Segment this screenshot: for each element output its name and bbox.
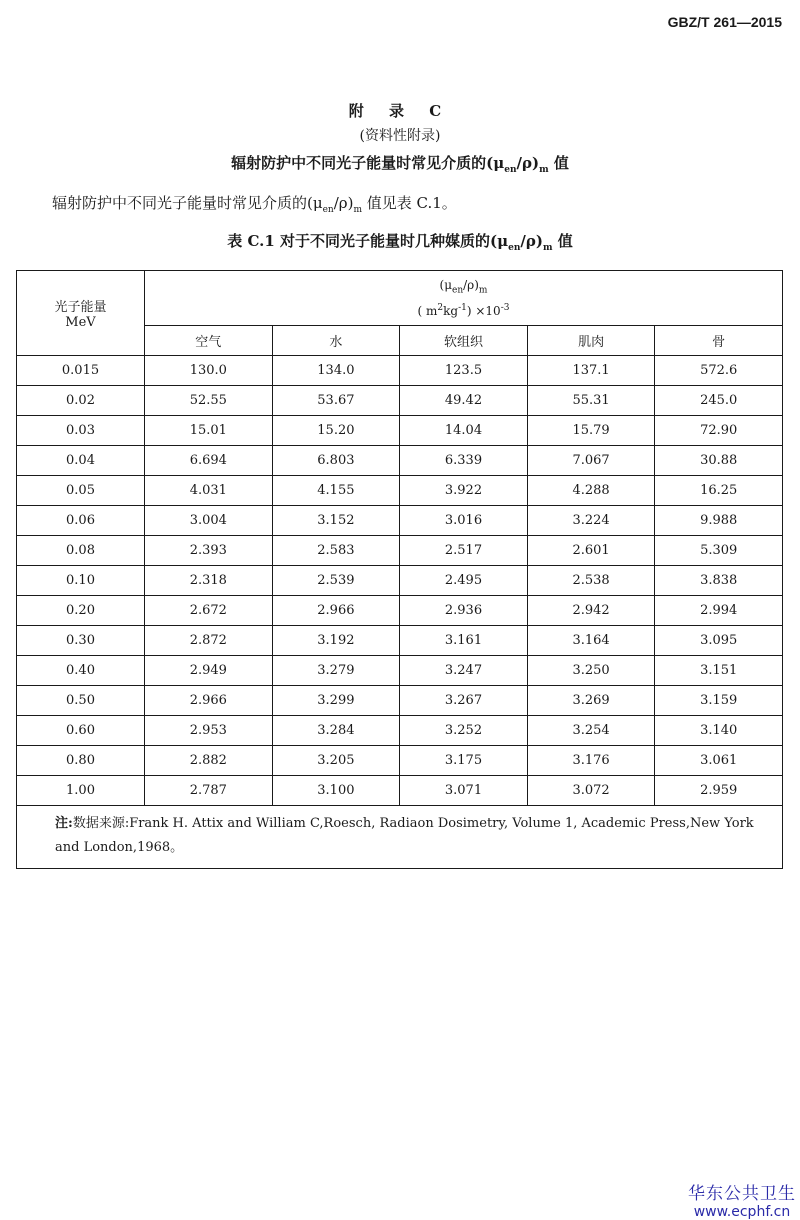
value-cell: 2.318 <box>145 566 273 596</box>
value-cell: 15.79 <box>527 416 655 446</box>
value-cell: 2.872 <box>145 626 273 656</box>
energy-cell: 0.015 <box>17 356 145 386</box>
value-cell: 3.299 <box>272 686 400 716</box>
value-cell: 2.942 <box>527 596 655 626</box>
table-row <box>17 386 783 416</box>
photon-energy-header: 光子能量 MeV <box>17 271 145 356</box>
table-row <box>17 446 783 476</box>
energy-cell: 0.08 <box>17 536 145 566</box>
value-cell: 2.936 <box>400 596 528 626</box>
value-cell: 4.155 <box>272 476 400 506</box>
value-cell: 3.254 <box>527 716 655 746</box>
table-row <box>17 476 783 506</box>
value-cell: 3.004 <box>145 506 273 536</box>
value-cell: 15.01 <box>145 416 273 446</box>
value-cell: 2.787 <box>145 776 273 806</box>
energy-cell: 0.60 <box>17 716 145 746</box>
value-cell: 9.988 <box>655 506 783 536</box>
value-cell: 3.838 <box>655 566 783 596</box>
value-cell: 2.994 <box>655 596 783 626</box>
column-header-bone: 骨 <box>655 326 783 356</box>
value-cell: 2.495 <box>400 566 528 596</box>
table-row <box>17 356 783 386</box>
column-header-water: 水 <box>272 326 400 356</box>
table-row <box>17 716 783 746</box>
value-cell: 3.284 <box>272 716 400 746</box>
value-cell: 3.016 <box>400 506 528 536</box>
value-cell: 137.1 <box>527 356 655 386</box>
value-cell: 3.269 <box>527 686 655 716</box>
value-cell: 3.176 <box>527 746 655 776</box>
coefficient-unit-header: $(\mu_{en}/\rho)_m$ ( $m^2kg^{-1}) \times 10^{-3}$ <box>145 271 783 326</box>
value-cell: 245.0 <box>655 386 783 416</box>
value-cell: 3.192 <box>272 626 400 656</box>
value-cell: 134.0 <box>272 356 400 386</box>
table-caption: 表 C.1 对于不同光子能量时几种媒质的$(\mu_{en}/\rho)_m$ 值 <box>227 232 573 253</box>
value-cell: 3.161 <box>400 626 528 656</box>
value-cell: 52.55 <box>145 386 273 416</box>
value-cell: 3.250 <box>527 656 655 686</box>
value-cell: 3.175 <box>400 746 528 776</box>
intro-paragraph: 辐射防护中不同光子能量时常见介质的$(\mu_{en}/\rho)_m$ 值见表 C.1。 <box>52 194 457 215</box>
energy-cell: 1.00 <box>17 776 145 806</box>
table-row <box>17 746 783 776</box>
value-cell: 2.672 <box>145 596 273 626</box>
table-row <box>17 776 783 806</box>
value-cell: 2.953 <box>145 716 273 746</box>
energy-cell: 0.05 <box>17 476 145 506</box>
value-cell: 3.100 <box>272 776 400 806</box>
value-cell: 3.072 <box>527 776 655 806</box>
value-cell: 2.966 <box>145 686 273 716</box>
value-cell: 3.267 <box>400 686 528 716</box>
value-cell: 2.517 <box>400 536 528 566</box>
value-cell: 2.539 <box>272 566 400 596</box>
value-cell: 6.803 <box>272 446 400 476</box>
table-row <box>17 506 783 536</box>
value-cell: 2.949 <box>145 656 273 686</box>
column-header-muscle: 肌肉 <box>527 326 655 356</box>
value-cell: 2.538 <box>527 566 655 596</box>
value-cell: 2.393 <box>145 536 273 566</box>
value-cell: 3.224 <box>527 506 655 536</box>
value-cell: 4.288 <box>527 476 655 506</box>
value-cell: 3.205 <box>272 746 400 776</box>
value-cell: 3.061 <box>655 746 783 776</box>
energy-cell: 0.40 <box>17 656 145 686</box>
table-row <box>17 656 783 686</box>
value-cell: 572.6 <box>655 356 783 386</box>
table-row <box>17 416 783 446</box>
value-cell: 6.339 <box>400 446 528 476</box>
value-cell: 3.247 <box>400 656 528 686</box>
value-cell: 53.67 <box>272 386 400 416</box>
watermark-logo <box>688 1179 796 1220</box>
energy-cell: 0.80 <box>17 746 145 776</box>
value-cell: 130.0 <box>145 356 273 386</box>
value-cell: 3.071 <box>400 776 528 806</box>
value-cell: 14.04 <box>400 416 528 446</box>
appendix-type: (资料性附录) <box>359 128 441 144</box>
value-cell: 3.151 <box>655 656 783 686</box>
column-header-air: 空气 <box>145 326 273 356</box>
standard-code: GBZ/T 261—2015 <box>667 14 782 30</box>
value-cell: 30.88 <box>655 446 783 476</box>
value-cell: 6.694 <box>145 446 273 476</box>
value-cell: 49.42 <box>400 386 528 416</box>
value-cell: 7.067 <box>527 446 655 476</box>
table-row <box>17 626 783 656</box>
value-cell: 4.031 <box>145 476 273 506</box>
appendix-title: 辐射防护中不同光子能量时常见介质的$(\mu_{en}/\rho)_m$ 值 <box>231 154 569 175</box>
value-cell: 3.152 <box>272 506 400 536</box>
value-cell: 3.095 <box>655 626 783 656</box>
table-row <box>17 686 783 716</box>
value-cell: 123.5 <box>400 356 528 386</box>
table-note: 注:数据来源:Frank H. Attix and William C,Roesch, Radiaon Dosimetry, Volume 1, Academic Press,New York and London,1968。 <box>17 806 783 869</box>
value-cell: 3.140 <box>655 716 783 746</box>
value-cell: 3.164 <box>527 626 655 656</box>
value-cell: 16.25 <box>655 476 783 506</box>
energy-cell: 0.30 <box>17 626 145 656</box>
appendix-title-block <box>0 100 800 183</box>
value-cell: 2.959 <box>655 776 783 806</box>
energy-cell: 0.20 <box>17 596 145 626</box>
value-cell: 2.966 <box>272 596 400 626</box>
value-cell: 3.252 <box>400 716 528 746</box>
energy-cell: 0.02 <box>17 386 145 416</box>
watermark-url: www.ecphf.cn <box>693 1204 791 1220</box>
value-cell: 2.882 <box>145 746 273 776</box>
attenuation-table <box>16 270 783 869</box>
appendix-label: 附 录 C <box>348 102 452 120</box>
value-cell: 3.279 <box>272 656 400 686</box>
column-header-soft-tissue: 软组织 <box>400 326 528 356</box>
table-row <box>17 536 783 566</box>
watermark-name: 华东公共卫生 <box>688 1184 796 1204</box>
value-cell: 5.309 <box>655 536 783 566</box>
energy-cell: 0.50 <box>17 686 145 716</box>
table-row <box>17 596 783 626</box>
value-cell: 55.31 <box>527 386 655 416</box>
energy-cell: 0.06 <box>17 506 145 536</box>
value-cell: 2.601 <box>527 536 655 566</box>
energy-cell: 0.10 <box>17 566 145 596</box>
value-cell: 15.20 <box>272 416 400 446</box>
value-cell: 2.583 <box>272 536 400 566</box>
value-cell: 3.159 <box>655 686 783 716</box>
energy-cell: 0.03 <box>17 416 145 446</box>
energy-cell: 0.04 <box>17 446 145 476</box>
value-cell: 3.922 <box>400 476 528 506</box>
value-cell: 72.90 <box>655 416 783 446</box>
table-row <box>17 566 783 596</box>
